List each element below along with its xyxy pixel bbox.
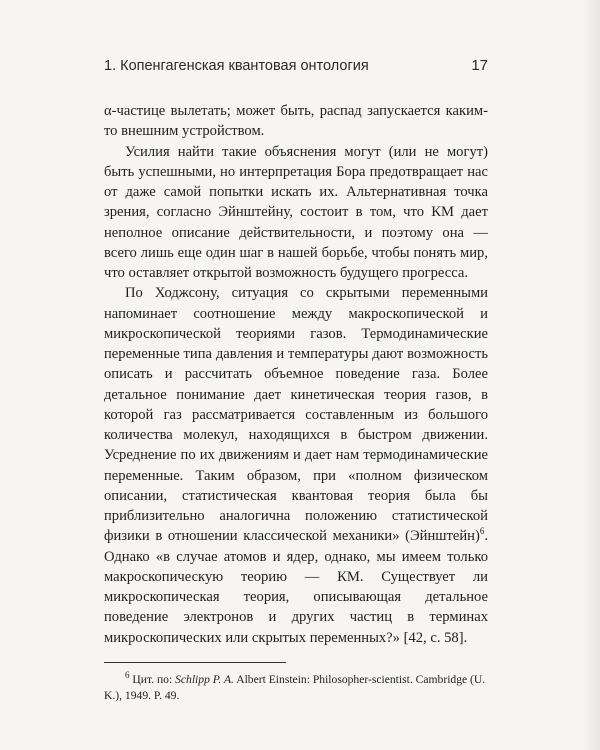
footnote-author: Schlipp P. A. (175, 673, 234, 686)
page-number: 17 (471, 57, 488, 74)
footnote-prefix: Цит. по: (129, 673, 176, 686)
footnote (104, 672, 488, 704)
paragraph-1: α-частице вылетать; может быть, распад запускается каким-то внешним устройством. (104, 103, 488, 140)
main-text (104, 101, 488, 648)
paragraph-2: Усилия найти такие объяснения могут (или не могут) быть успешными, но интерпретация Бора предотвращает нас от даже самой попытки искать их. Альтернативная точка зрения, согласно Эйнштейну, состоит в том, что КМ дает неполное описание действительности, и поэтому она — всего лишь еще один шаг в нашей борьбе, чтобы понять мир, что оставляет открытой возможность будущего прогресса. (104, 143, 488, 281)
page-edge-shadow (582, 0, 600, 750)
footnote-ref-6: 6 (479, 526, 485, 537)
footnote-source: Albert Einstein: Philosopher-scientist. Cambridge (U. K.), 1949. P. 49. (104, 673, 486, 702)
running-title: 1. Копенгагенская квантовая онтология (104, 58, 369, 74)
paragraph-3 (104, 283, 488, 648)
footnote-marker: 6 (125, 670, 130, 681)
footnote-divider (104, 662, 286, 663)
running-head (104, 57, 488, 74)
paragraph-3-text-a: По Ходжсону, ситуация со скрытыми переменными напоминает соотношение между макроскопической и микроскопической теориями газов. Термодинамические переменные типа давления и температуры дают возможность описать и рассчитать объемное поведение газа. Более детальное понимание дает кинетическая теория газов, в которой газ рассматривается составленным из большого количества молекул, находящихся в быстром движении. Усреднение по их движениям и дает нам термодинамические переменные. Таким образом, при «полном физическом описании, статистическая квантовая теория была бы приблизительно аналогична положению статистической физики в отношении классической механики» (Эйнштейн) (104, 285, 488, 545)
paragraph-3-text-b: . Однако «в случае атомов и ядер, однако, мы имеем только макроскопическую теорию — КМ. Существует ли микроскопическая теория, описывающая детальное поведение электронов и других частиц в терминах микроскопических или скрытых переменных?» [42, с. 58]. (104, 528, 488, 646)
